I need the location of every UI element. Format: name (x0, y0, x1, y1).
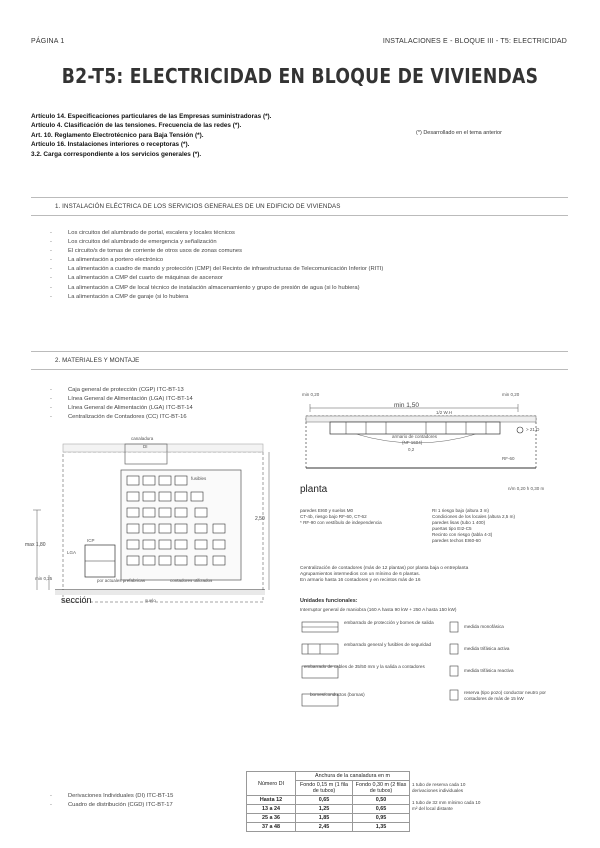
centralization-line: Centralización de contadores (más de 12 plantas) por planta baja o entreplanta (300, 566, 469, 571)
table-row (247, 805, 410, 814)
plan-rf: RF-60 (502, 456, 515, 461)
note-line: puertas tipo EI2-C5 (432, 526, 472, 531)
lga-label: LGA (67, 550, 77, 555)
list-item: - Derivaciones Individuales (DI) ITC-BT-15 (50, 792, 173, 801)
list-item: - Los circuitos del alumbrado de emergencia y señalización (50, 238, 383, 247)
height-025-label: min 0,25 (35, 576, 53, 581)
table-header: Número DI (247, 772, 296, 796)
notes-right (432, 508, 572, 544)
table-cell: 0,65 (353, 805, 410, 814)
canaladura-table (246, 771, 410, 832)
note-line: * RF-90 con vestíbulo de independencia (300, 520, 382, 525)
table-cell: 2,45 (296, 823, 353, 832)
legend-right-3: medida trifásica reactiva (464, 668, 514, 673)
functional-units-title: Unidades funcionales: (300, 598, 358, 604)
table-cell: 13 a 24 (247, 805, 296, 814)
table-cell: 0,95 (353, 814, 410, 823)
article-item: Artículo 4. Clasificación de las tensiones. Frecuencia de las redes (*). (31, 122, 242, 130)
legend-right-2: medida trifásica activa (464, 646, 510, 651)
legend-right-1: medida monofásica (464, 624, 504, 629)
table-cell: 1,35 (353, 823, 410, 832)
footnote: (*) Desarrollado en el tema anterior (416, 130, 502, 136)
plan-drawing-svg (296, 386, 571, 498)
article-item: Art. 10. Reglamento Electrotécnico para Baja Tensión (*). (31, 131, 204, 139)
section-1-title: 1. INSTALACIÓN ELÉCTRICA DE LOS SERVICIOS GENERALES DE UN EDIFICIO DE VIVIENDAS (55, 203, 341, 210)
section-drawing (25, 430, 275, 620)
height-250-label: 2,50 (255, 516, 265, 522)
centralization-line: Agrupamientos intermedios con un mínimo de 6 plantas. (300, 572, 420, 577)
side-note: 1 tubo de 32 mm mínimo cada 10 m² del local distante (412, 800, 481, 811)
list-item: - Los circuitos del alumbrado de portal, escalera y locales técnicos (50, 229, 383, 238)
plan-min020-left: min 0,20 (302, 392, 320, 397)
list-item: - La alimentación a cuadro de mando y protección (CMP) del Recinto de infraestructuras de Telecomunicación Inferior (RITI) (50, 265, 383, 274)
article-item: Artículo 14. Especificaciones particulares de las Empresas suministradoras (*). (31, 113, 272, 120)
functional-units-subtitle: Interruptor general de maniobra (160 A hasta 90 kW + 250 A hasta 150 kW) (300, 607, 457, 612)
list-item: - Caja general de protección (CGP) ITC-BT-13 (50, 386, 193, 395)
table-side-notes (412, 782, 484, 812)
note-line: Recinto con riesgo (tabla 4-3) (432, 532, 493, 537)
table-cell: 1,85 (296, 814, 353, 823)
section-2-list (50, 386, 193, 422)
icp-label: ICP (87, 538, 95, 543)
di-label: DI (143, 444, 148, 449)
note-line: paredes EI60 y suelos M0 (300, 508, 354, 513)
section-2-list-bottom (50, 792, 173, 810)
list-item: - La alimentación a CMP de local técnico de instalación almacenamiento y grupo de presión de agua (si lo hubiera) (50, 284, 383, 293)
plan-caption: planta (300, 484, 328, 495)
table-cell: 0,50 (353, 796, 410, 805)
canaladura-label: canaladura (131, 436, 154, 441)
table-row (247, 796, 410, 805)
list-item: - El circuito/s de tomas de corriente de otros usos de zonas comunes (50, 247, 383, 256)
table-cell: 0,65 (296, 796, 353, 805)
note-line: Condiciones de los locales (altura 2,5 m) (432, 514, 515, 519)
legend-right-4: reserva (tipo pozo) conductor neutro por contadores de más de 15 kW (464, 690, 546, 701)
list-item: - Línea General de Alimentación (LGA) ITC-BT-14 (50, 395, 193, 404)
bottom-label-1: por actuales prefabricas (97, 578, 146, 583)
list-item: - Cuadro de distribución (CGD) ITC-BT-17 (50, 801, 173, 810)
legend-left-1: embarrado de protección y bornes de salida (344, 620, 434, 625)
breadcrumb: INSTALACIONES E - BLOQUE III - T5: ELECTRICIDAD (382, 38, 567, 45)
plan-min020-right: min 0,20 (502, 392, 520, 397)
table-row (247, 814, 410, 823)
height-180-label: max 1,80 (25, 542, 46, 548)
list-item: - La alimentación a portero electrónico (50, 256, 383, 265)
page-title: B2-T5: ELECTRICIDAD EN BLOQUE DE VIVIENDAS (61, 64, 539, 88)
list-item: - La alimentación a CMP del cuarto de máquinas de ascensor (50, 274, 383, 283)
side-note: 1 tubo de reserva cada 10 derivaciones individuales (412, 782, 466, 793)
table-header-group: Anchura de la canaladura en m (296, 772, 410, 781)
list-item: - La alimentación a CMP de garaje (si lo hubiera (50, 293, 383, 302)
plan-center-label: armario de contadores (392, 434, 438, 439)
section-2-heading (31, 351, 568, 370)
article-item: Artículo 16. Instalaciones interiores o receptoras (*). (31, 141, 190, 149)
section-2-title: 2. MATERIALES Y MONTAJE (55, 357, 140, 364)
legend-left-2: embarrado general y fusibles de seguridad (344, 642, 432, 647)
legend-left-4: bornes/conductos (bornas) (310, 692, 365, 697)
plan-drawing (296, 386, 571, 498)
canaladura-table-wrap (246, 771, 410, 832)
centralization-text (300, 566, 568, 584)
note-line: RI 1 riesgo bajo (altura 3 m) (432, 508, 489, 513)
table-header: Fondo 0,30 m (2 filas de tubos) (353, 781, 410, 796)
note-line: paredes techos EI60-60 (432, 538, 481, 543)
fusibles-label: fusibles (191, 476, 207, 481)
note-line: CT-4b, riesgo bajo RF-60, CT-62 (300, 514, 367, 519)
section-1-list (50, 229, 383, 302)
table-cell: Hasta 12 (247, 796, 296, 805)
plan-center-label-2: (NF 1604) (402, 440, 423, 445)
plan-dist: 0,2 (408, 447, 415, 452)
table-cell: 1,25 (296, 805, 353, 814)
table-row (247, 823, 410, 832)
article-item: 3.2. Carga correspondiente a los servicios generales (*). (31, 150, 202, 158)
note-line: paredes lisas (tubo 1 400) (432, 520, 486, 525)
suelo-label: suelo (145, 598, 156, 603)
list-item: - Línea General de Alimentación (LGA) ITC-BT-14 (50, 404, 193, 413)
plan-21d: > 21 D (526, 427, 540, 432)
centralization-line: En armario hasta 16 contadores y en recintos más de 16 (300, 578, 421, 583)
table-cell: 25 a 36 (247, 814, 296, 823)
section-caption: sección (61, 595, 92, 605)
article-list (31, 112, 271, 159)
functional-units-legend (300, 618, 572, 728)
plan-half: 1/2 W.H (436, 410, 453, 415)
section-1-heading (31, 197, 568, 216)
list-item: - Centralización de Contadores (CC) ITC-BT-16 (50, 413, 193, 422)
section-drawing-svg (25, 430, 275, 620)
notes-left (300, 508, 410, 526)
legend-left-3: embarrado de cables de 35/50 mm y la salida a contadores (304, 664, 425, 669)
table-cell: 37 a 48 (247, 823, 296, 832)
plan-ce: n/m 0,20 h 0,30 m (508, 486, 545, 491)
plan-min150: min 1,50 (394, 402, 419, 409)
table-header: Fondo 0,15 m (1 fila de tubos) (296, 781, 353, 796)
bottom-label-2: contadores utilizados (170, 578, 213, 583)
page-label: PÁGINA 1 (31, 38, 65, 45)
